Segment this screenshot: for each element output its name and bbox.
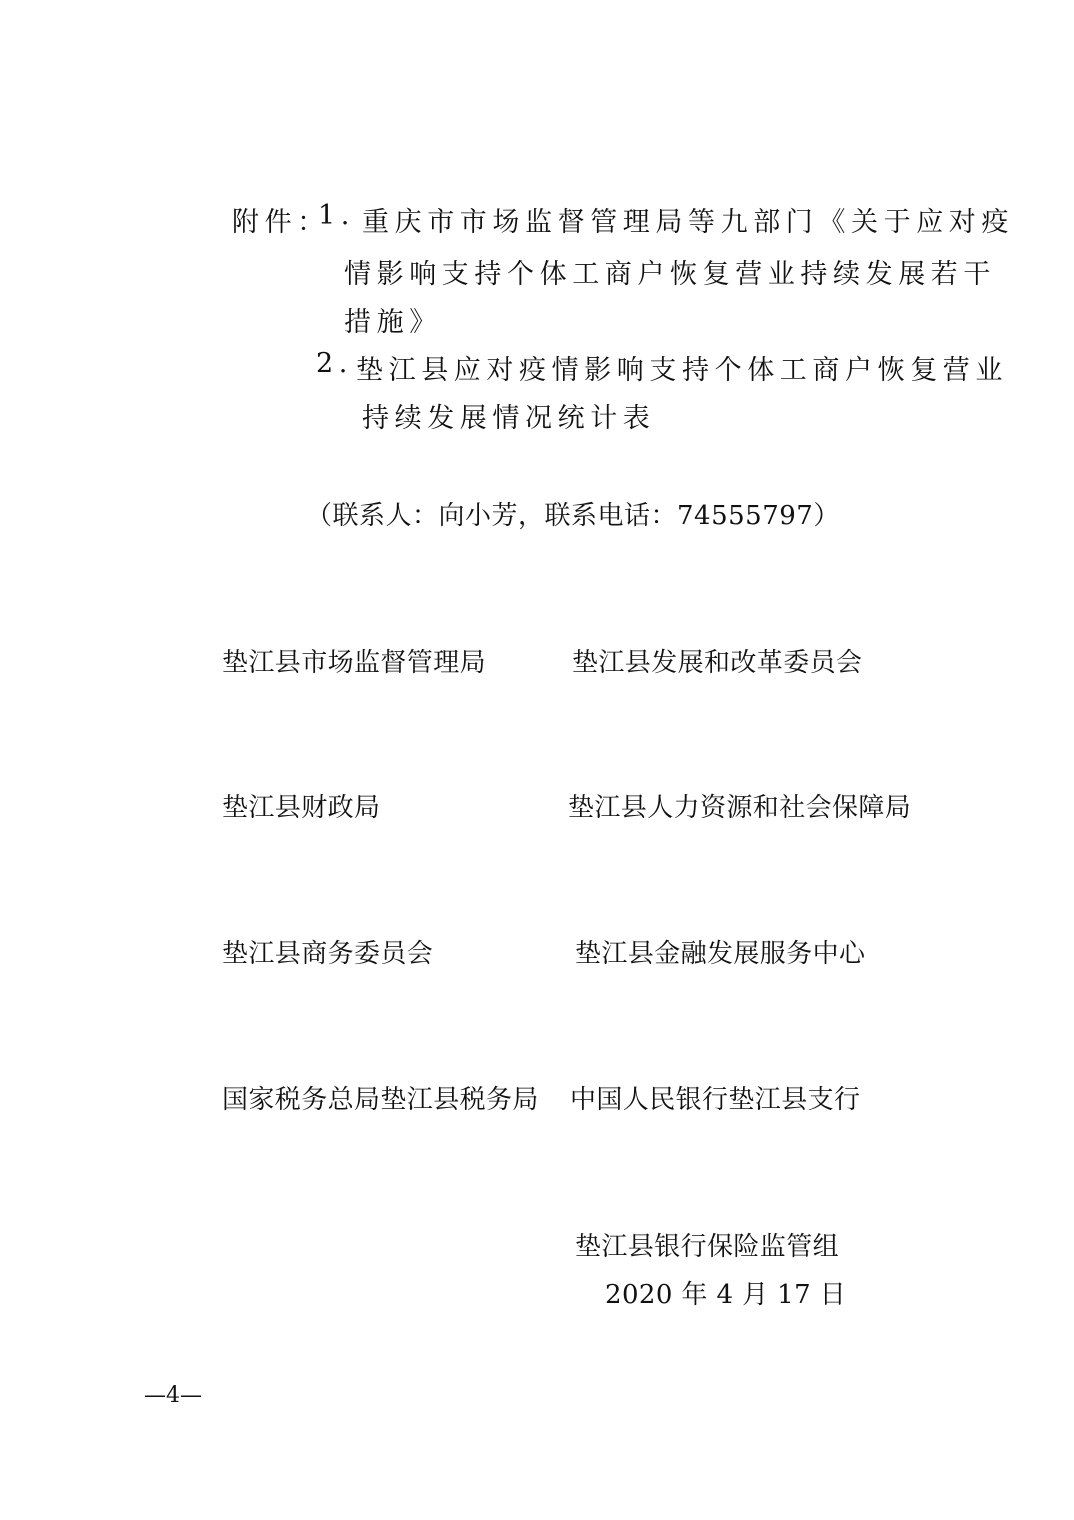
signatory-commerce: 垫江县商务委员会: [222, 939, 434, 969]
signatory-peoples-bank: 中国人民银行垫江县支行: [570, 1085, 861, 1115]
signatory-development-reform: 垫江县发展和改革委员会: [572, 648, 863, 678]
attachment-1-line-2: 情影响支持个体工商户恢复营业持续发展若干: [344, 259, 996, 290]
attachment-label: 附件：: [232, 207, 330, 238]
signatory-finance: 垫江县财政局: [222, 793, 381, 823]
attachment-1-line-1: 重庆市市场监督管理局等九部门《关于应对疫: [362, 207, 1014, 238]
attachment-2-number: 2.: [316, 348, 353, 379]
attachment-1-line-3: 措施》: [344, 307, 442, 338]
contact-info: （联系人：向小芳，联系电话：74555797）: [306, 501, 840, 531]
attachment-1-number: 1.: [318, 200, 355, 231]
signatory-human-resources: 垫江县人力资源和社会保障局: [568, 793, 912, 823]
attachment-2-line-2: 持续发展情况统计表: [362, 403, 656, 434]
signatory-market-supervision: 垫江县市场监督管理局: [222, 648, 487, 678]
signatory-finance-center: 垫江县金融发展服务中心: [575, 939, 866, 969]
document-date: 2020 年 4 月 17 日: [605, 1280, 847, 1310]
signatory-banking-insurance: 垫江县银行保险监管组: [575, 1232, 840, 1262]
signatory-tax-bureau: 国家税务总局垫江县税务局: [222, 1085, 539, 1115]
attachment-2-line-1: 垫江县应对疫情影响支持个体工商户恢复营业: [356, 355, 1008, 386]
page-number: —4—: [144, 1383, 202, 1408]
